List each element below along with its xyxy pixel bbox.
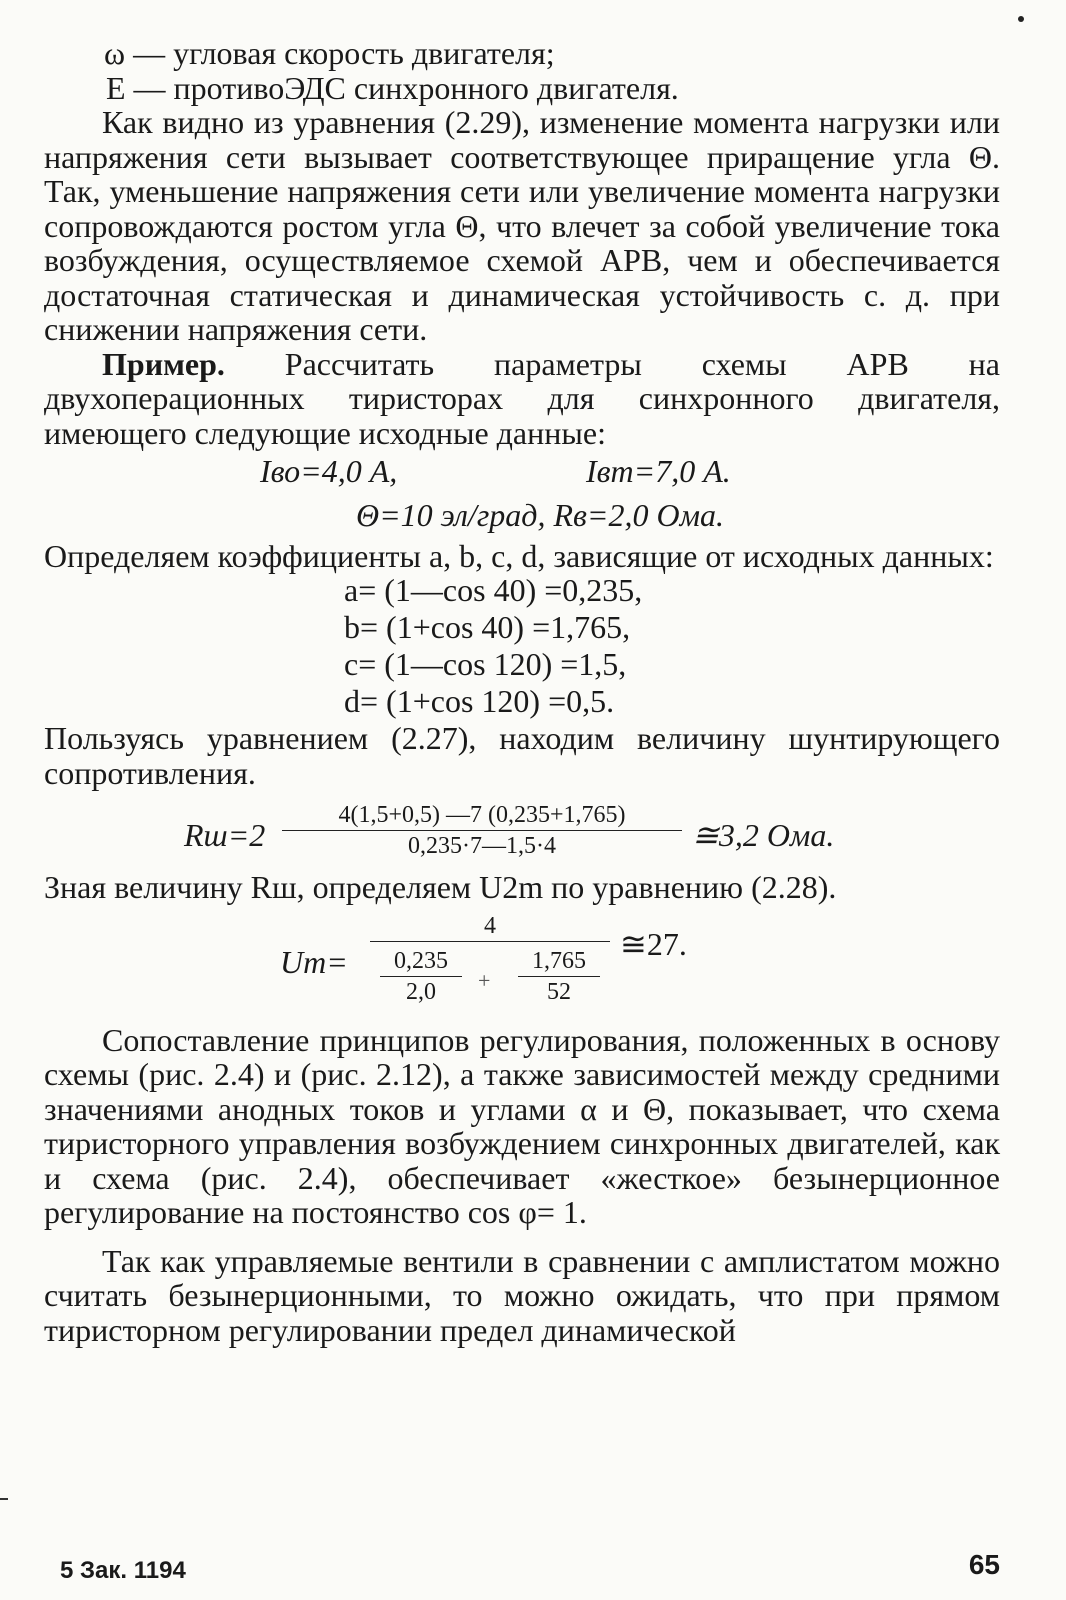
page-body (44, 36, 1000, 1347)
margin-tick (0, 1498, 8, 1500)
coef-c: c= (1—cos 120) =1,5, (344, 646, 627, 682)
rsh-denominator: 0,235·7—1,5·4 (408, 833, 556, 859)
um-frac2-den: 52 (547, 978, 571, 1005)
um-frac2 (518, 946, 600, 1007)
rsh-rhs: ≅3,2 Ома. (692, 817, 835, 853)
um-frac1-den: 2,0 (406, 978, 436, 1005)
um-denominator (370, 942, 610, 1016)
paragraph-1: Как видно из уравнения (2.29), изменение момента нагрузки или напряжения сети вызывает соответствующее приращение угла Θ. Так, уменьшение напряжения сети или увеличение момента нагрузки сопровождаются ростом угла Θ, что влечет за собой увеличение тока возбуждения, осуществляемое схемой АРВ, чем и обеспечивается достаточная статическая и динамическая устойчивость с. д. при снижении напряжения сети. (44, 104, 1000, 347)
ink-dot (1018, 16, 1024, 22)
given-line-1 (44, 454, 1000, 494)
example-text: Рассчитать параметры схемы АРВ на двухоперационных тиристорах для синхронного двигателя, имеющего следующие исходные данные: (44, 345, 1000, 451)
rsh-lhs: Rш=2 (184, 817, 266, 853)
um-frac2-num: 1,765 (518, 946, 600, 977)
print-signature: 5 Зак. 1194 (60, 1557, 186, 1584)
coefficient-list (344, 573, 1000, 721)
given-line-2: Θ=10 эл/град, Rв=2,0 Ома. (355, 497, 725, 533)
coef-intro: Определяем коэффициенты a, b, c, d, зависящие от исходных данных: (44, 537, 994, 574)
um-equation (44, 911, 1000, 1021)
rsh-fraction (282, 800, 682, 861)
given-ivm: Iвm=7,0 А. (586, 453, 731, 489)
coef-d: d= (1+cos 120) =0,5. (344, 683, 615, 719)
um-rhs: ≅27. (620, 925, 687, 962)
rsh-numerator: 4(1,5+0,5) —7 (0,235+1,765) (282, 800, 682, 831)
um-frac1 (380, 946, 462, 1007)
um-numerator: 4 (370, 911, 610, 942)
example-label: Пример. (102, 345, 225, 382)
um-lhs: Um= (280, 943, 348, 980)
rsh-intro: Пользуясь уравнением (2.27), находим величину шунтирующего сопротивления. (44, 720, 1000, 791)
paragraph-3: Так как управляемые вентили в сравнении с амплистатом можно считать безынерционными, то можно ожидать, что при прямом тиристорном регулировании предел динамической (44, 1242, 1000, 1348)
um-intro: Зная величину Rш, определяем U2m по уравнению (2.28). (44, 869, 837, 905)
um-fraction (370, 911, 610, 1016)
given-ivo: Iво=4,0 А, (260, 453, 398, 489)
def-e: E — противоЭДС синхронного двигателя. (106, 69, 679, 106)
coef-b: b= (1+cos 40) =1,765, (344, 609, 631, 645)
example-paragraph (44, 347, 1000, 451)
um-frac1-num: 0,235 (380, 946, 462, 977)
rsh-equation (44, 800, 1000, 870)
paragraph-2: Сопоставление принципов регулирования, положенных в основу схемы (рис. 2.4) и (рис. 2.12), а также зависимостей между средними значениями анодных токов и углами α и Θ, показывает, что схема тиристорного управления возбуждением синхронных двигателей, как и схема (рис. 2.4), обеспечивает «жесткое» безынерционное регулирование на постоянство cos φ= 1. (44, 1021, 1000, 1230)
coef-a: a= (1—cos 40) =0,235, (344, 572, 643, 608)
page-number: 65 (968, 1549, 1000, 1580)
def-omega: ω — угловая скорость двигателя; (104, 35, 555, 71)
um-plus: + (478, 967, 491, 993)
